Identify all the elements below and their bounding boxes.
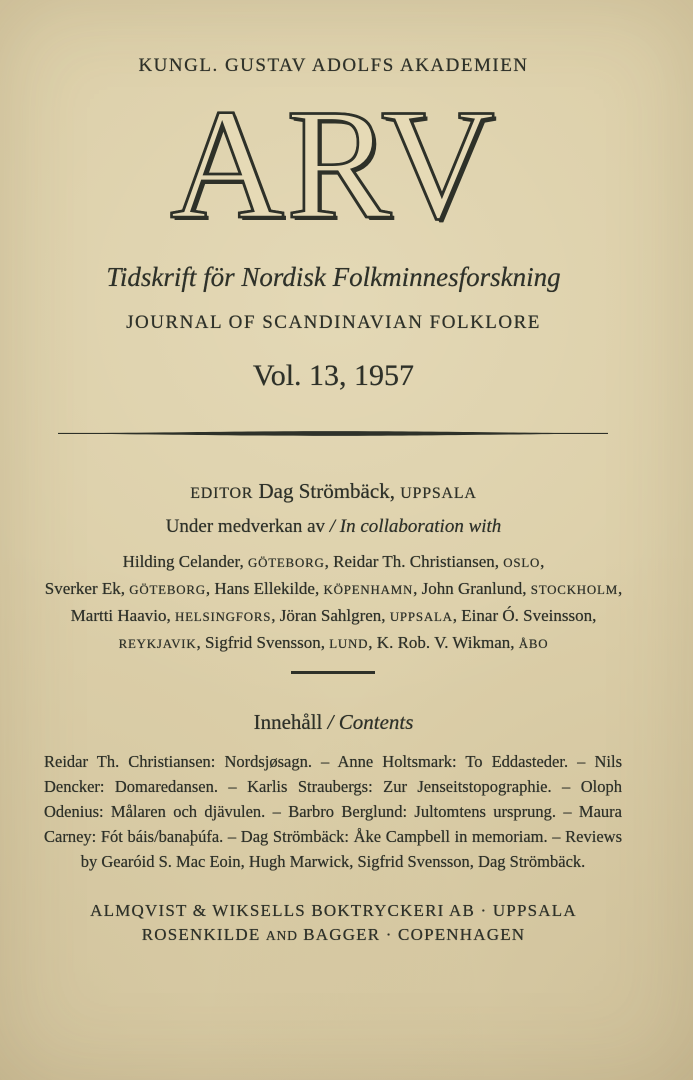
contributors-block xyxy=(0,549,667,657)
subtitle-english: JOURNAL OF SCANDINAVIAN FOLKLORE xyxy=(126,312,541,333)
subtitle-swedish: Tidskrift för Nordisk Folkminnesforskning xyxy=(106,262,561,292)
collaboration-line: Under medverkan av / In collaboration with xyxy=(165,516,502,537)
volume-line: Vol. 13, 1957 xyxy=(252,359,415,392)
editor-line: EDITOR Dag Strömbäck, UPPSALA xyxy=(190,479,477,503)
imprint-printer-line: ALMQVIST & WIKSELLS BOKTRYCKERI AB · UPPSALA xyxy=(90,901,577,920)
contents-summary: Reidar Th. Christiansen: Nordsjøsagn. – Anne Holtsmark: To Eddasteder. – Nils Dencker: Domaredansen. – Karlis Straubergs: Zur Jenseitstopographie. – Oloph Odenius: Målaren och djävulen. – Barbro Berglund: Jultomtens ursprung. – Maura Carney: Fót báis/banaþúfa. – Dag Strömbäck: Åke Campbell in memoriam. – Reviews by Gearóid S. Mac Eoin, Hugh Marwick, Sigfrid Svensson, Dag Strömbäck. xyxy=(44,752,622,871)
academy-line: KUNGL. GUSTAV ADOLFS AKADEMIEN xyxy=(138,55,529,76)
swelled-rule-divider xyxy=(58,430,608,437)
section-rule-divider xyxy=(291,671,375,674)
imprint-publisher-line: ROSENKILDE AND BAGGER · COPENHAGEN xyxy=(141,925,526,944)
swelled-rule-graphic xyxy=(58,430,608,437)
contributor-line: Martti Haavio, HELSINGFORS, Jöran Sahlgren, UPPSALA, Einar Ó. Sveinsson, xyxy=(70,606,597,625)
contributor-line: Hilding Celander, GÖTEBORG, Reidar Th. Christiansen, OSLO, xyxy=(122,552,545,571)
contents-heading: Innehåll / Contents xyxy=(253,710,414,734)
contributor-line: REYKJAVIK, Sigfrid Svensson, LUND, K. Rob. V. Wikman, ÅBO xyxy=(118,633,549,652)
journal-masthead-title: ARV xyxy=(170,77,497,252)
contributor-line: Sverker Ek, GÖTEBORG, Hans Ellekilde, KÖPENHAMN, John Granlund, STOCKHOLM, xyxy=(44,579,623,598)
